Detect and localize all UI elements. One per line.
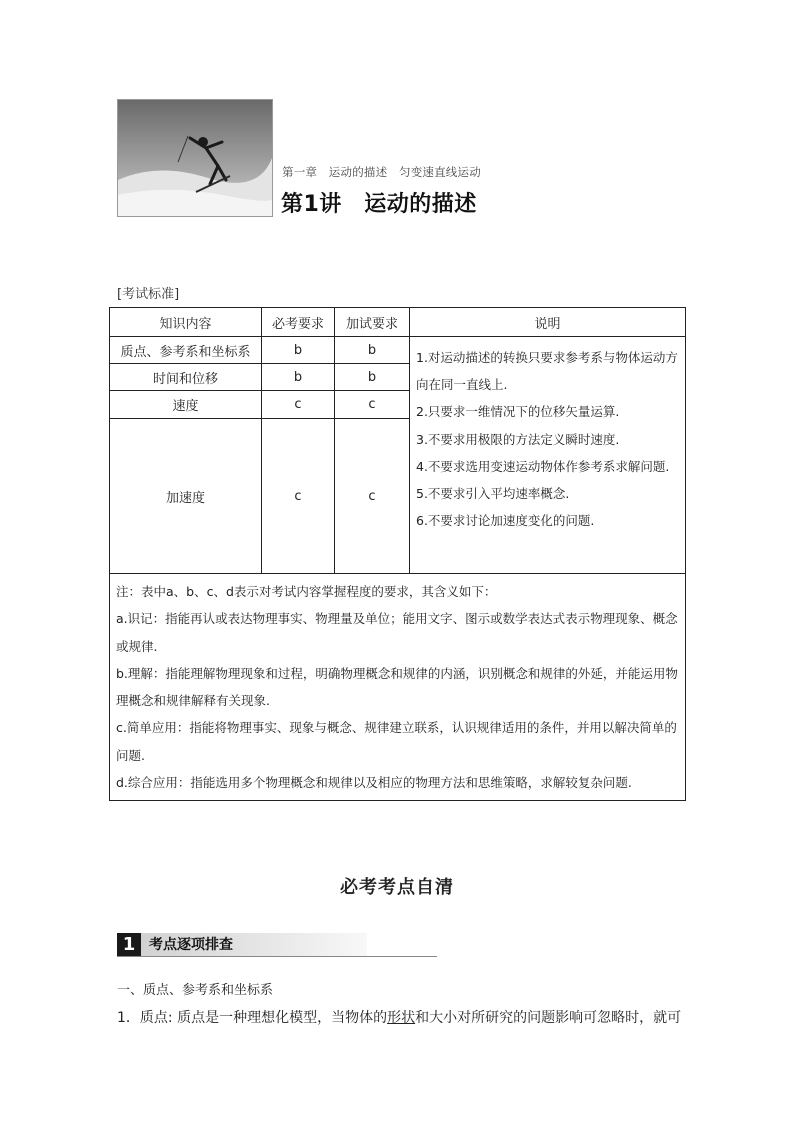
footnote-line: d.综合应用：指能选用多个物理概念和规律以及相应的物理方法和思维策略，求解较复杂问题. bbox=[116, 775, 632, 791]
row-extra: c bbox=[335, 419, 410, 574]
footnote-line: 注：表中a、b、c、d表示对考试内容掌握程度的要求，其含义如下： bbox=[116, 584, 497, 599]
chapter-line: 第一章 运动的描述 匀变速直线运动 bbox=[282, 165, 481, 179]
footnote-line: b.理解：指能理解物理现象和过程，明确物理概念和规律的内涵，识别概念和规律的外延，并能运用物理概念和规律解释有关现象. bbox=[116, 665, 678, 709]
section-badge bbox=[117, 933, 437, 957]
para-suffix: 和大小对所研究的问题影响可忽略时，就可 bbox=[415, 1010, 682, 1026]
header-required: 必考要求 bbox=[262, 308, 335, 337]
note-item: 4.不要求选用变速运动物体作参考系求解问题. bbox=[416, 458, 670, 474]
para-underlined: 形状 bbox=[387, 1010, 416, 1026]
header-extra: 加试要求 bbox=[335, 308, 410, 337]
subheading: 一、质点、参考系和坐标系 bbox=[117, 983, 274, 998]
note-item: 3.不要求用极限的方法定义瞬时速度. bbox=[416, 431, 620, 447]
row-topic: 加速度 bbox=[110, 419, 262, 574]
row-topic: 质点、参考系和坐标系 bbox=[110, 337, 262, 364]
header-topic: 知识内容 bbox=[110, 308, 262, 337]
note-item: 1.对运动描述的转换只要求参考系与物体运动方向在同一直线上. bbox=[416, 350, 678, 393]
row-required: c bbox=[262, 391, 335, 419]
skier-photo bbox=[117, 99, 273, 217]
table-row bbox=[110, 337, 686, 364]
exam-standard-label: [考试标准] bbox=[117, 287, 180, 302]
row-extra: b bbox=[335, 337, 410, 364]
lecture-title: 第1讲 运动的描述 bbox=[281, 192, 477, 217]
exam-standard-table bbox=[109, 307, 686, 801]
row-required: c bbox=[262, 419, 335, 574]
row-required: b bbox=[262, 337, 335, 364]
row-topic: 速度 bbox=[110, 391, 262, 419]
row-extra: b bbox=[335, 364, 410, 391]
paragraph bbox=[117, 1007, 687, 1027]
note-item: 6.不要求讨论加速度变化的问题. bbox=[416, 513, 595, 529]
section-title: 必考考点自清 bbox=[340, 877, 454, 898]
badge-underline bbox=[117, 956, 437, 957]
footnote-line: c.简单应用：指能将物理事实、现象与概念、规律建立联系，认识规律适用的条件，并用以解决简单的问题. bbox=[116, 720, 677, 763]
footnote-cell bbox=[110, 574, 686, 801]
row-extra: c bbox=[335, 391, 410, 419]
note-item: 2.只要求一维情况下的位移矢量运算. bbox=[416, 404, 620, 420]
header-notes: 说明 bbox=[410, 308, 686, 337]
badge-label: 考点逐项排查 bbox=[149, 937, 233, 953]
note-item: 5.不要求引入平均速率概念. bbox=[416, 486, 570, 502]
table-footnote-row bbox=[110, 574, 686, 801]
row-required: b bbox=[262, 364, 335, 391]
footnote-line: a.识记：指能再认或表达物理事实、物理量及单位；能用文字、图示或数学表达式表示物理现象、概念或规律. bbox=[116, 611, 678, 654]
notes-cell bbox=[410, 337, 686, 574]
row-topic: 时间和位移 bbox=[110, 364, 262, 391]
table-header-row bbox=[110, 308, 686, 337]
para-prefix: 1．质点: 质点是一种理想化模型，当物体的 bbox=[117, 1010, 388, 1026]
badge-number: 1 bbox=[117, 933, 141, 957]
